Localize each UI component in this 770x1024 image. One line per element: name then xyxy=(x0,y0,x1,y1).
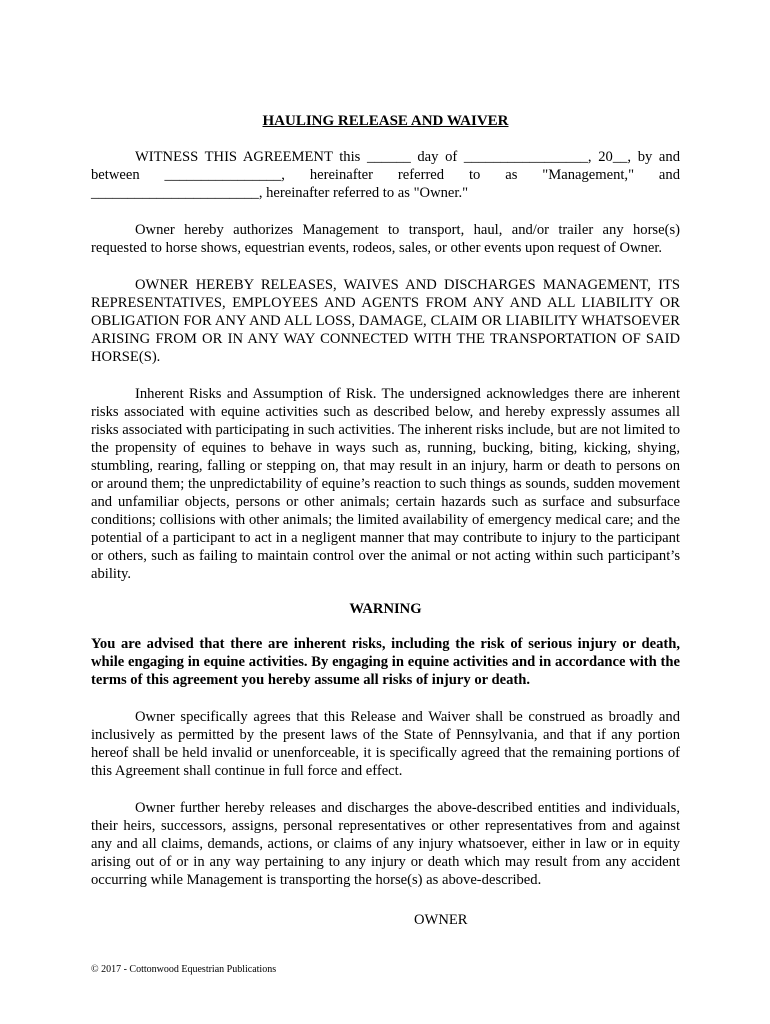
warning-paragraph: You are advised that there are inherent risks, including the risk of serious injury or death, while engaging in equine activities. By engaging in equine activities and in accordance with the terms of this agreement you hereby assume all risks of injury or death. xyxy=(91,636,680,688)
further-release-paragraph: Owner further hereby releases and discharges the above-described entities and individuals, their heirs, successors, assigns, personal representatives or other representatives from and against any and all claims, demands, actions, or claims of any injury whatsoever, either in law or in equity arising out of or in any way pertaining to any injury or death which may result from any accident occurring while Management is transporting the horse(s) as above-described. xyxy=(91,800,680,888)
warning-heading: WARNING xyxy=(349,601,422,617)
authorization-paragraph: Owner hereby authorizes Management to transport, haul, and/or trailer any horse(s) requested to horse shows, equestrian events, rodeos, sales, or other events upon request of Owner. xyxy=(91,222,680,256)
document-page xyxy=(91,112,680,889)
release-paragraph: OWNER HEREBY RELEASES, WAIVES AND DISCHARGES MANAGEMENT, ITS REPRESENTATIVES, EMPLOYEES AND AGENTS FROM ANY AND ALL LIABILITY OR OBLIGATION FOR ANY AND ALL LOSS, DAMAGE, CLAIM OR LIABILITY WHATSOEVER ARISING FROM OR IN ANY WAY CONNECTED WITH THE TRANSPORTATION OF SAID HORSE(S). xyxy=(91,277,680,365)
document-title: HAULING RELEASE AND WAIVER xyxy=(262,113,509,129)
copyright-footer: © 2017 - Cottonwood Equestrian Publications xyxy=(91,964,277,975)
construction-paragraph: Owner specifically agrees that this Release and Waiver shall be construed as broadly and inclusively as permitted by the present laws of the State of Pennsylvania, and that if any portion hereof shall be held invalid or unenforceable, it is specifically agreed that the remaining portions of this Agreement shall continue in full force and effect. xyxy=(91,709,680,779)
owner-signature-label: OWNER xyxy=(414,912,468,928)
witness-paragraph: WITNESS THIS AGREEMENT this ______ day of _________________, 20__, by and between ________________, hereinafter referred to as "Management," and _______________________, hereinafter referred to as "Owner." xyxy=(91,149,680,201)
inherent-risks-paragraph: Inherent Risks and Assumption of Risk. The undersigned acknowledges there are inherent risks associated with equine activities such as described below, and hereby expressly assumes all risks associated with participating in such activities. The inherent risks include, but are not limited to the propensity of equines to behave in ways such as, running, bucking, biting, kicking, shying, stumbling, rearing, falling or stepping on, that may result in an injury, harm or death to persons on or around them; the unpredictability of equine’s reaction to such things as sounds, sudden movement and unfamiliar objects, persons or other animals; certain hazards such as surface and subsurface conditions; collisions with other animals; the limited availability of emergency medical care; and the potential of a participant to act in a negligent manner that may contribute to injury to the participant or others, such as failing to maintain control over the animal or not acting within such participant’s ability. xyxy=(91,386,680,582)
